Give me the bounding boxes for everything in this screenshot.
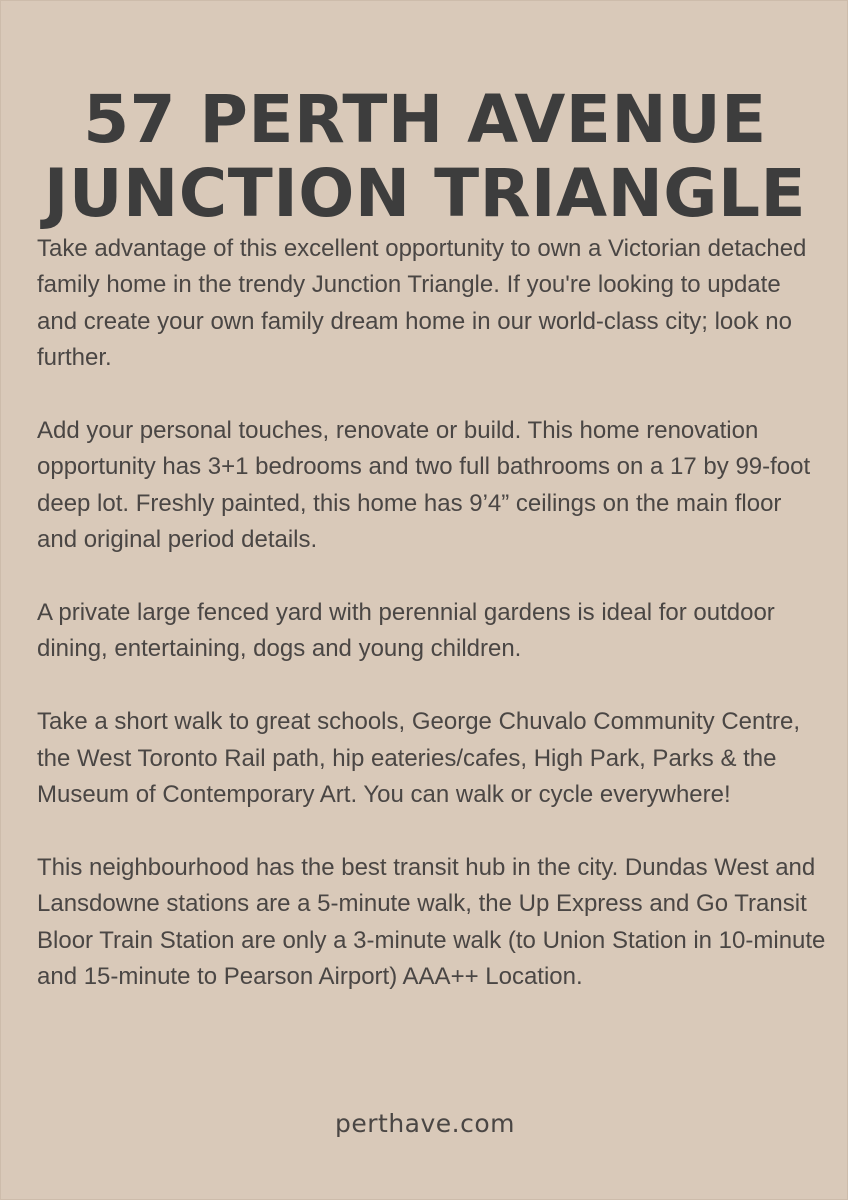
paragraph-features: Add your personal touches, renovate or build. This home renovation opportunity has 3+1 bedrooms and two full bathrooms on a 17 by 99-foot deep lot. Freshly painted, this home has 9’4” ceilings on the main floor and original period details. bbox=[37, 417, 811, 554]
paragraph-amenities: Take a short walk to great schools, George Chuvalo Community Centre, the West Toronto Rail path, hip eateries/cafes, High Park, Parks & the Museum of Contemporary Art. You can walk or cycle everywhere! bbox=[37, 708, 801, 809]
paragraph-yard: A private large fenced yard with perennial gardens is ideal for outdoor dining, entertaining, dogs and young children. bbox=[37, 599, 775, 663]
page-title bbox=[1, 83, 848, 231]
description-body bbox=[37, 231, 827, 1032]
paragraph-transit: This neighbourhood has the best transit hub in the city. Dundas West and Lansdowne stations are a 5-minute walk, the Up Express and Go Transit Bloor Train Station are only a 3-minute walk (to Union Station in 10-minute and 15-minute to Pearson Airport) AAA++ Location. bbox=[37, 853, 826, 991]
paragraph-intro: Take advantage of this excellent opportunity to own a Victorian detached family home in the trendy Junction Triangle. If you're looking to update and create your own family dream home in our world-class city; look no further. bbox=[37, 235, 807, 372]
title-line-address: 57 PERTH AVENUE bbox=[83, 81, 767, 158]
title-line-neighbourhood: JUNCTION TRIANGLE bbox=[43, 155, 807, 232]
website-link[interactable]: perthave.com bbox=[334, 1109, 515, 1138]
